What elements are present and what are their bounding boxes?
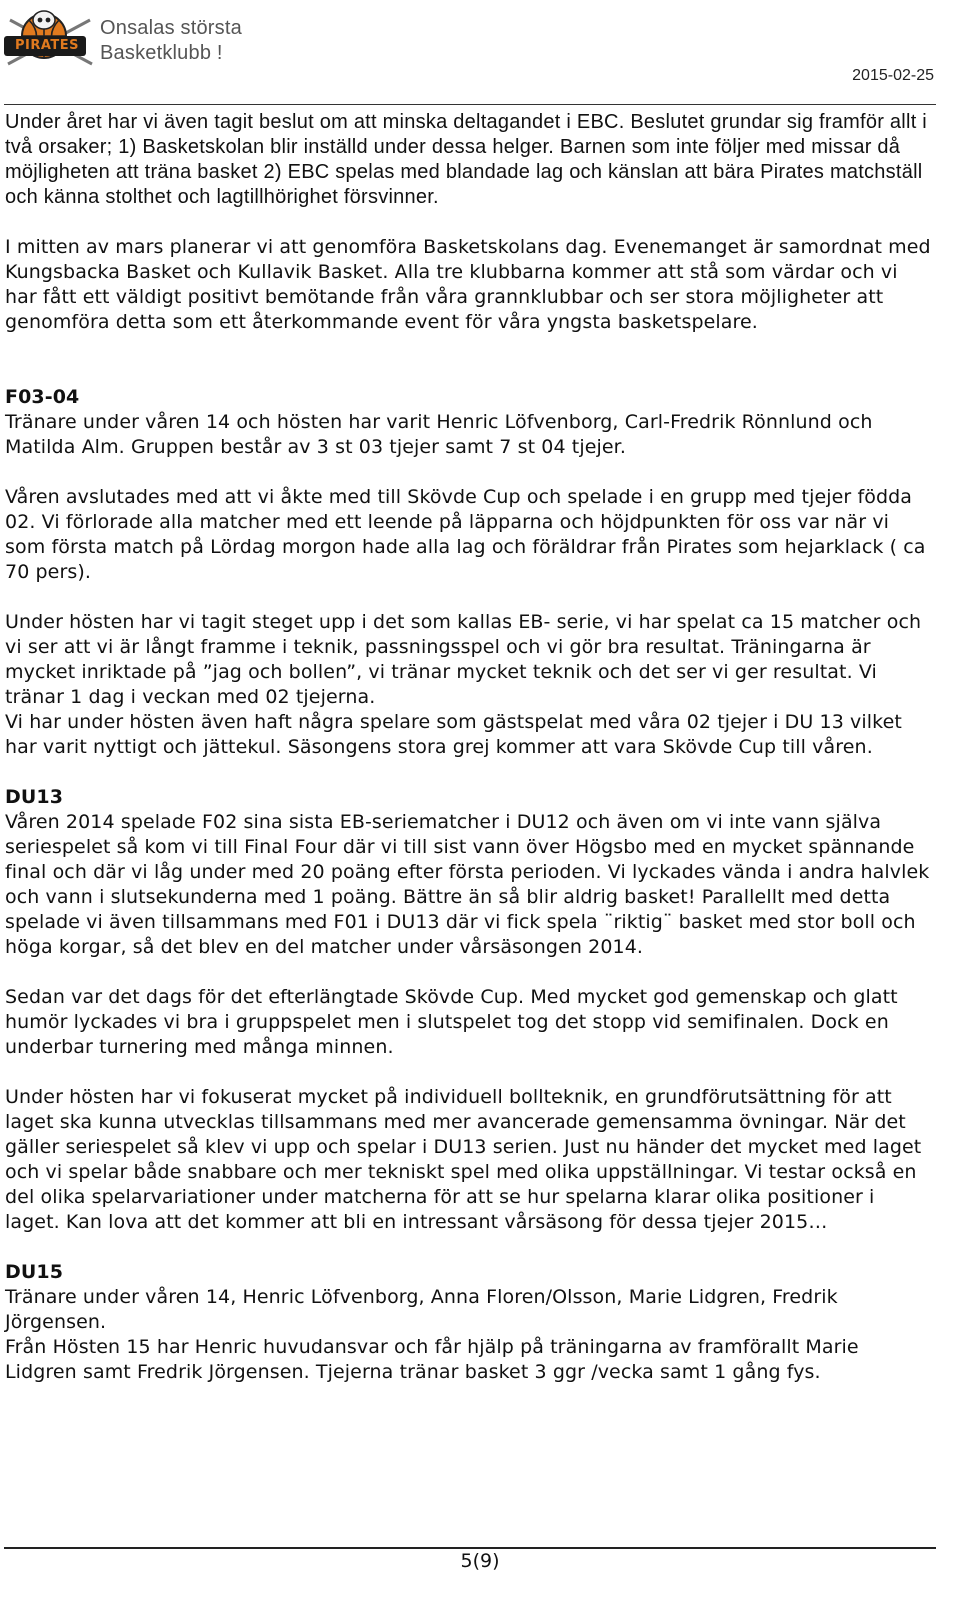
logo-badge-text: PIRATES — [14, 38, 80, 53]
f03-04-paragraph-1: Tränare under våren 14 och hösten har varit Henric Löfvenborg, Carl-Fredrik Rönnlund och Matilda Alm. Gruppen består av 3 st 03 tjejer samt 7 st 04 tjejer. — [5, 411, 873, 458]
page-header — [0, 0, 960, 110]
f03-04-paragraph-2: Våren avslutades med att vi åkte med till Skövde Cup och spelade i en grupp med tjejer födda 02. Vi förlorade alla matcher med ett leende på läpparna och höjdpunkten för oss var när vi som första match på Lördag morgon hade alla lag och föräldrar från Pirates som hejarklack ( ca 70 pers). — [5, 486, 926, 583]
intro-paragraph-1: Under året har vi även tagit beslut om att minska deltagandet i EBC. Beslutet grundar sig framför allt i två orsaker; 1) Basketskolan blir inställd under dessa helger. Barnen som inte följer med missar då möjligheten att träna basket 2) EBC spelas med blandade lag och känslan att bära Pirates matchställ och känna stolthet och lagtillhörighet försvinner. — [5, 111, 927, 208]
logo-slogan — [100, 16, 242, 66]
logo-slogan-line-1: Onsalas största — [100, 17, 242, 39]
footer-divider — [4, 1547, 936, 1549]
page-number: 5(9) — [460, 1550, 500, 1572]
intro-paragraph-2: I mitten av mars planerar vi att genomföra Basketskolans dag. Evenemanget är samordnat med Kungsbacka Basket och Kullavik Basket. Alla tre klubbarna kommer att stå som värdar och vi har fått ett väldigt positivt bemötande från våra grannklubbar och ser stora möjligheter att genomföra detta som ett återkommande event för våra yngsta basketspelare. — [5, 236, 931, 333]
du15-paragraph-1: Tränare under våren 14, Henric Löfvenborg, Anna Floren/Olsson, Marie Lidgren, Fredrik Jörgensen. — [5, 1286, 838, 1333]
section-heading-f03-04: F03-04 — [5, 386, 80, 408]
du13-paragraph-1: Våren 2014 spelade F02 sina sista EB-seriematcher i DU12 och även om vi inte vann själva seriespelet så kom vi till Final Four där vi till sist vann över Högsbo med en mycket spännande final och där vi låg under med 20 poäng efter första perioden. Vi lyckades vända i andra halvlek och vann i slutsekunderna med 1 poäng. Bättre än så blir aldrig basket! Parallellt med detta spelade vi även tillsammans med F01 i DU13 där vi fick spela ¨riktig¨ basket med stor boll och höga korgar, så det blev en del matcher under vårsäsongen 2014. — [5, 811, 930, 958]
section-heading-du13: DU13 — [5, 786, 64, 808]
club-logo — [2, 2, 262, 80]
header-divider — [4, 104, 936, 105]
document-body — [5, 110, 935, 1385]
document-date: 2015-02-25 — [852, 67, 934, 84]
du13-paragraph-2: Sedan var det dags för det efterlängtade Skövde Cup. Med mycket god gemenskap och glatt humör lyckades vi bra i gruppspelet men i slutspelet tog det stopp vid semifinalen. Dock en underbar turnering med många minnen. — [5, 986, 898, 1058]
du15-paragraph-2: Från Hösten 15 har Henric huvudansvar och får hjälp på träningarna av framförallt Marie Lidgren samt Fredrik Jörgensen. Tjejerna tränar basket 3 ggr /vecka samt 1 gång fys. — [5, 1336, 859, 1383]
logo-slogan-line-2: Basketklubb ! — [100, 42, 223, 64]
f03-04-paragraph-3: Under hösten har vi tagit steget upp i det som kallas EB- serie, vi har spelat ca 15 matcher och vi ser att vi är långt framme i teknik, passningsspel och vi gör bra resultat. Träningarna är mycket inriktade på ”jag och bollen”, vi tränar mycket teknik och det ser vi ger resultat. Vi tränar 1 dag i veckan med 02 tjejerna. — [5, 611, 922, 708]
section-heading-du15: DU15 — [5, 1261, 64, 1283]
du13-paragraph-3: Under hösten har vi fokuserat mycket på individuell bollteknik, en grundförutsättning för att laget ska kunna utvecklas tillsammans med mer avancerade gemensamma övningar. När det gäller seriespelet så klev vi upp och spelar i DU13 serien. Just nu händer det mycket med laget och vi spelar både snabbare och mer tekniskt spel med olika uppställningar. Vi testar också en del olika spelarvariationer under matcherna för att se hur spelarna klarar olika positioner i laget. Kan lova att det kommer att bli en intressant vårsäsong för dessa tjejer 2015… — [5, 1086, 922, 1233]
f03-04-paragraph-4: Vi har under hösten även haft några spelare som gästspelat med våra 02 tjejer i DU 13 vilket har varit nyttigt och jättekul. Säsongens stora grej kommer att vara Skövde Cup till våren. — [5, 711, 902, 758]
